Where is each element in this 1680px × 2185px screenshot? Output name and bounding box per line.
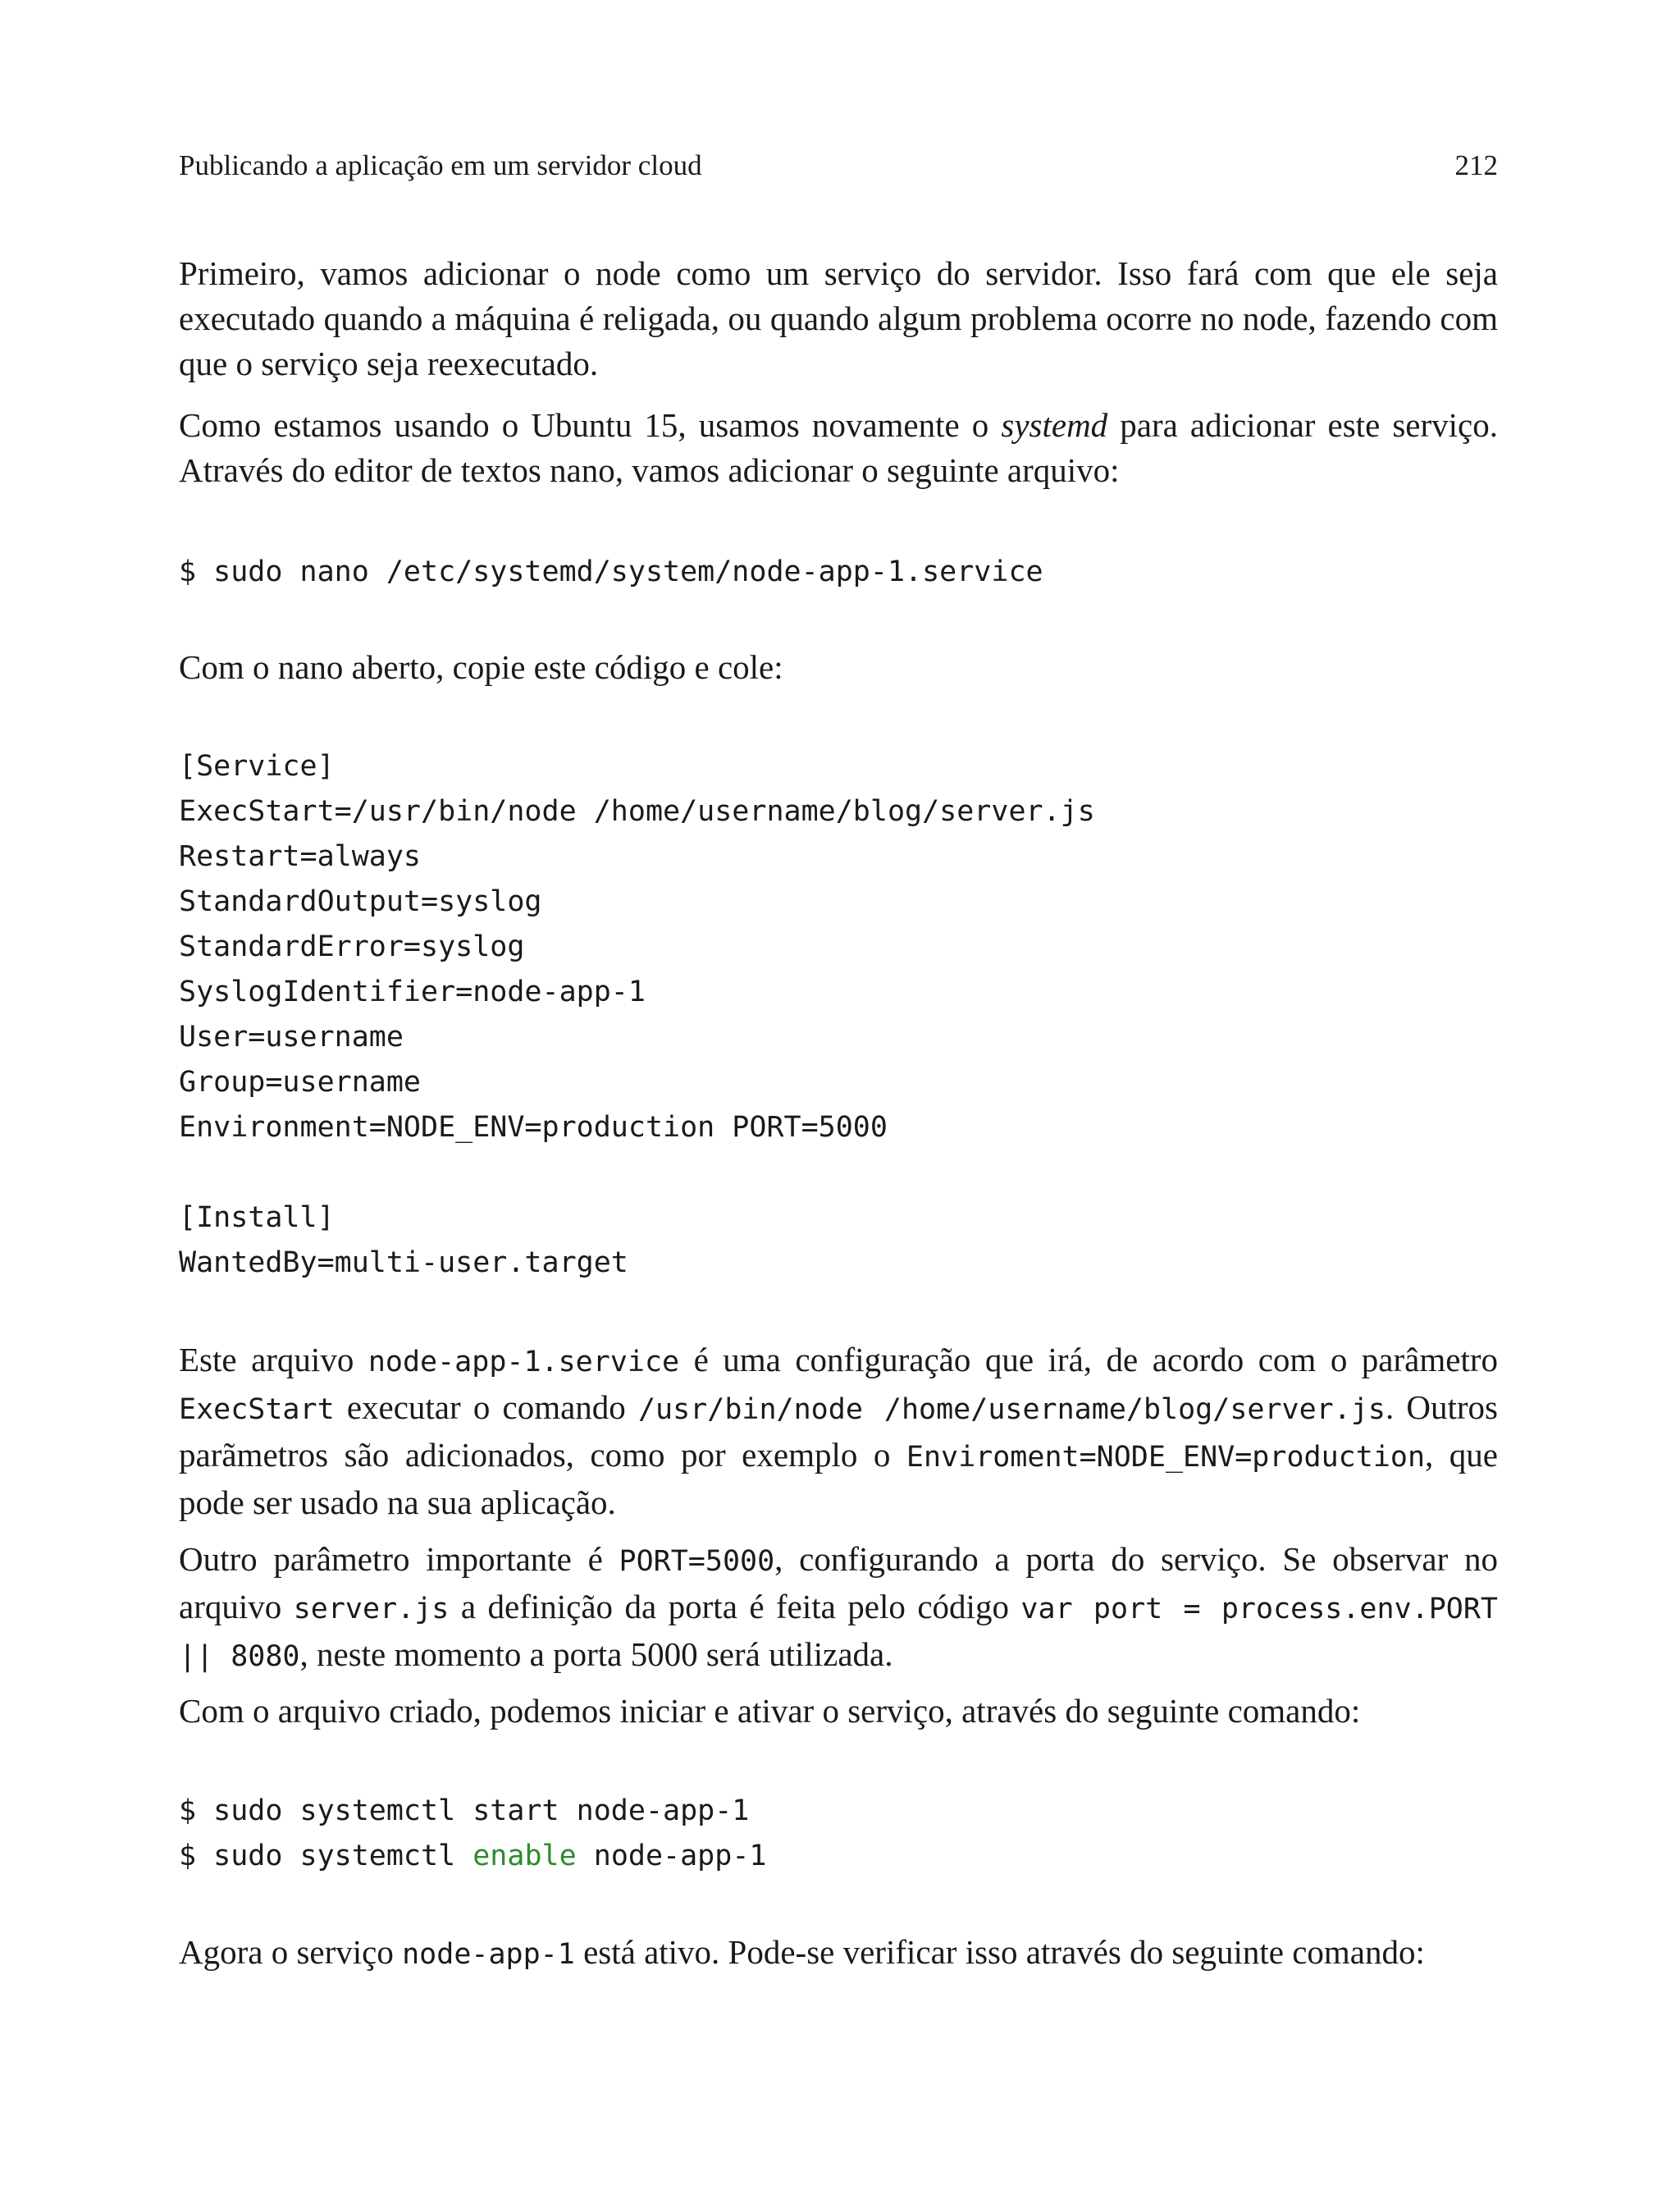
code-line: Environment=NODE_ENV=production PORT=5000 [179,1111,888,1144]
code-line: User=username [179,1021,404,1054]
paragraph-paste: Com o nano aberto, copie este código e cole: [179,648,783,686]
systemd-term: systemd [1001,406,1108,444]
code-line: StandardError=syslog [179,930,525,963]
code-line: WantedBy=multi-user.target [179,1246,628,1279]
code-line: $ sudo nano /etc/systemd/system/node-app-1.service [179,555,1043,588]
paragraph-port: Outro parâmetro importante é PORT=5000, configurando a porta do serviço. Se observar no arquivo server.js a definição da porta é feita pelo código var port = process.env.PORT || 8080, neste momento a porta 5000 será utilizada. [179,1540,1498,1673]
code-line: Restart=always [179,840,422,873]
keyword-enable: enable [472,1840,577,1872]
code-line: $ sudo systemctl enable node-app-1 [179,1840,767,1872]
inline-code: /usr/bin/node /home/username/blog/server.js [637,1393,1386,1426]
running-header [179,148,1498,184]
code-line: Group=username [179,1066,422,1099]
code-line [179,1150,1498,1195]
inline-code: Enviroment=NODE_ENV=production [906,1441,1426,1474]
code-line: [Install] [179,1201,335,1234]
paragraph-systemd: Como estamos usando o Ubuntu 15, usamos novamente o systemd para adicionar este serviço. Através do editor de textos nano, vamos adicionar o seguinte arquivo: [179,406,1498,489]
paragraph-start-service: Com o arquivo criado, podemos iniciar e ativar o serviço, através do seguinte comando: [179,1692,1361,1730]
paragraph-service-explanation: Este arquivo node-app-1.service é uma configuração que irá, de acordo com o parâmetro ExecStart executar o comando /usr/bin/node /home/username/blog/server.js. Outros parãmetros são adicionados, como por exemplo o Enviroment=NODE_ENV=production, que pode ser usado na sua aplicação. [179,1341,1499,1521]
code-line: ExecStart=/usr/bin/node /home/username/blog/server.js [179,795,1095,828]
code-line: [Service] [179,750,335,783]
code-block-systemctl [179,1789,1498,1879]
code-block-nano [179,550,1498,595]
paragraph-verify: Agora o serviço node-app-1 está ativo. Pode-se verificar isso através do seguinte comando: [179,1933,1425,1971]
code-line: $ sudo systemctl start node-app-1 [179,1794,750,1827]
inline-code: var port = process.env.PORT || 8080 [179,1593,1498,1673]
inline-code: node-app-1.service [368,1346,680,1378]
code-block-service-file [179,744,1498,1286]
code-line: SyslogIdentifier=node-app-1 [179,976,646,1008]
paragraph-intro: Primeiro, vamos adicionar o node como um serviço do servidor. Isso fará com que ele seja executado quando a máquina é religada, ou quando algum problema ocorre no node, fazendo com que o serviço seja reexecutado. [179,254,1498,382]
code-line: StandardOutput=syslog [179,885,542,918]
inline-code: PORT=5000 [619,1545,775,1578]
chapter-title: Publicando a aplicação em um servidor cloud [179,149,702,181]
inline-code: ExecStart [179,1393,335,1426]
inline-code: server.js [293,1593,450,1625]
page-number: 212 [1454,149,1498,181]
inline-code: node-app-1 [402,1938,575,1971]
